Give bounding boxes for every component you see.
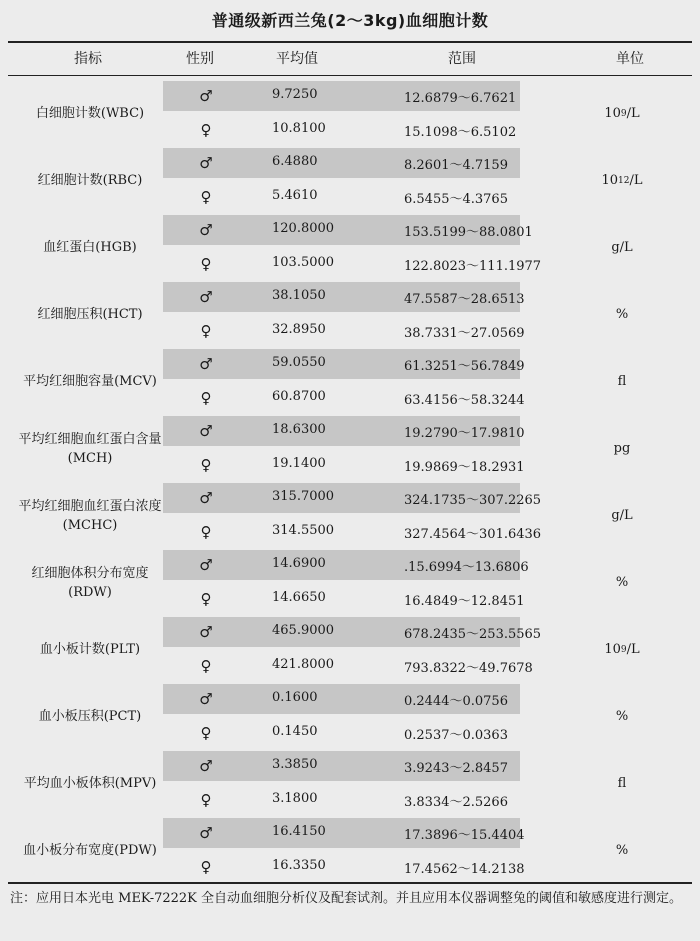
indicator-name: 血小板分布宽度(PDW): [23, 843, 157, 858]
unit-cell: [592, 281, 652, 348]
female-range: 19.9869～18.2931: [404, 460, 525, 475]
female-symbol: ♀: [200, 858, 212, 876]
unit-cell: [592, 683, 652, 750]
female-range: 6.5455～4.3765: [404, 192, 508, 207]
unit-base: pg: [613, 441, 631, 456]
male-range: 12.6879～6.7621: [404, 91, 517, 106]
unit-cell: [592, 80, 652, 147]
unit-cell: [592, 348, 652, 415]
table-bottom-rule: [8, 882, 692, 884]
male-symbol: ♂: [199, 824, 213, 842]
table-body: [0, 80, 700, 880]
male-mean: 14.6900: [272, 556, 326, 571]
female-symbol: ♀: [200, 322, 212, 340]
unit-exponent: 9: [620, 108, 627, 119]
unit-suffix: /L: [626, 642, 640, 657]
unit-base: %: [615, 709, 629, 724]
unit-cell: [592, 616, 652, 683]
male-symbol: ♂: [199, 87, 213, 105]
male-symbol: ♂: [199, 757, 213, 775]
unit-base: 10: [604, 642, 621, 657]
female-mean: 5.4610: [272, 188, 318, 203]
male-symbol: ♂: [199, 221, 213, 239]
male-symbol: ♂: [199, 355, 213, 373]
header-rule: [8, 75, 692, 76]
female-symbol: ♀: [200, 255, 212, 273]
table-row: [0, 80, 700, 147]
unit-cell: [592, 482, 652, 549]
female-symbol: ♀: [200, 188, 212, 206]
indicator-name: 平均红细胞容量(MCV): [23, 374, 157, 389]
female-mean: 14.6650: [272, 590, 326, 605]
male-symbol: ♂: [199, 422, 213, 440]
female-range: 122.8023～111.1977: [404, 259, 542, 274]
header-indicator: 指标: [74, 51, 102, 67]
indicator-name: 平均红细胞血红蛋白浓度(MCHC): [18, 498, 162, 533]
indicator-name: 血小板计数(PLT): [39, 642, 141, 657]
indicator-name: 红细胞体积分布宽度(RDW): [31, 565, 149, 600]
table-row: [0, 616, 700, 683]
unit-suffix: /L: [629, 173, 643, 188]
female-range: 16.4849～12.8451: [404, 594, 525, 609]
unit-base: 10: [601, 173, 619, 188]
female-range: 38.7331～27.0569: [404, 326, 525, 341]
unit-cell: [592, 817, 652, 884]
male-range: 0.2444～0.0756: [404, 694, 508, 709]
male-range: 61.3251～56.7849: [404, 359, 525, 374]
female-symbol: ♀: [200, 590, 212, 608]
indicator-name: 红细胞计数(RBC): [37, 173, 143, 188]
indicator-name: 平均血小板体积(MPV): [23, 776, 157, 791]
male-symbol: ♂: [199, 623, 213, 641]
female-mean: 103.5000: [272, 255, 335, 270]
male-mean: 16.4150: [272, 824, 326, 839]
unit-base: %: [615, 575, 629, 590]
female-mean: 421.8000: [272, 657, 335, 672]
unit-cell: [592, 415, 652, 482]
male-mean: 315.7000: [272, 489, 335, 504]
table-title: 普通级新西兰兔(2～3kg)血细胞计数: [211, 11, 489, 30]
unit-exponent: 9: [620, 644, 627, 655]
header-sex: 性别: [186, 51, 214, 67]
unit-cell: [592, 750, 652, 817]
header-mean: 平均值: [276, 51, 318, 67]
male-range: .15.6994～13.6806: [404, 560, 529, 575]
male-mean: 59.0550: [272, 355, 326, 370]
female-mean: 314.5500: [272, 523, 335, 538]
header-unit: 单位: [616, 51, 644, 67]
male-symbol: ♂: [199, 690, 213, 708]
table-row: [0, 549, 700, 616]
male-mean: 38.1050: [272, 288, 326, 303]
table-row: [0, 214, 700, 281]
male-range: 19.2790～17.9810: [404, 426, 525, 441]
unit-cell: [592, 549, 652, 616]
table-row: [0, 683, 700, 750]
table-row: [0, 147, 700, 214]
female-symbol: ♀: [200, 724, 212, 742]
female-symbol: ♀: [200, 657, 212, 675]
table-top-rule: [8, 41, 692, 43]
unit-base: %: [615, 307, 629, 322]
male-mean: 9.7250: [272, 87, 318, 102]
male-range: 3.9243～2.8457: [404, 761, 508, 776]
female-symbol: ♀: [200, 791, 212, 809]
male-mean: 6.4880: [272, 154, 318, 169]
unit-base: g/L: [611, 240, 633, 255]
female-mean: 0.1450: [272, 724, 318, 739]
unit-base: fl: [617, 374, 627, 389]
female-mean: 19.1400: [272, 456, 326, 471]
female-range: 15.1098～6.5102: [404, 125, 517, 140]
unit-base: fl: [617, 776, 627, 791]
female-range: 793.8322～49.7678: [404, 661, 533, 676]
male-mean: 0.1600: [272, 690, 318, 705]
indicator-name: 白细胞计数(WBC): [35, 106, 145, 121]
male-mean: 120.8000: [272, 221, 335, 236]
unit-base: 10: [604, 106, 621, 121]
female-symbol: ♀: [200, 389, 212, 407]
unit-exponent: 12: [618, 175, 630, 186]
table-row: [0, 817, 700, 884]
unit-base: %: [615, 843, 629, 858]
table-row: [0, 281, 700, 348]
female-symbol: ♀: [200, 523, 212, 541]
male-symbol: ♂: [199, 154, 213, 172]
footnote: 注：应用日本光电 MEK-7222K 全自动血细胞分析仪及配套试剂。并且应用本仪器调整兔的阈值和敏感度进行测定。: [10, 891, 683, 906]
table-row: [0, 482, 700, 549]
table-row: [0, 750, 700, 817]
female-range: 3.8334～2.5266: [404, 795, 508, 810]
male-symbol: ♂: [199, 489, 213, 507]
female-mean: 16.3350: [272, 858, 326, 873]
indicator-name: 平均红细胞血红蛋白含量(MCH): [18, 431, 162, 466]
female-mean: 10.8100: [272, 121, 326, 136]
female-range: 17.4562～14.2138: [404, 862, 525, 877]
header-range: 范围: [448, 51, 476, 67]
female-range: 327.4564～301.6436: [404, 527, 542, 542]
female-symbol: ♀: [200, 456, 212, 474]
unit-cell: [592, 214, 652, 281]
female-mean: 3.1800: [272, 791, 318, 806]
indicator-name: 红细胞压积(HCT): [37, 307, 143, 322]
male-range: 678.2435～253.5565: [404, 627, 542, 642]
female-symbol: ♀: [200, 121, 212, 139]
female-range: 0.2537～0.0363: [404, 728, 508, 743]
indicator-name: 血小板压积(PCT): [38, 709, 142, 724]
male-range: 324.1735～307.2265: [404, 493, 542, 508]
male-range: 8.2601～4.7159: [404, 158, 508, 173]
male-range: 17.3896～15.4404: [404, 828, 525, 843]
female-mean: 32.8950: [272, 322, 326, 337]
male-mean: 3.3850: [272, 757, 318, 772]
male-mean: 465.9000: [272, 623, 335, 638]
unit-cell: [592, 147, 652, 214]
unit-base: g/L: [611, 508, 633, 523]
table-row: [0, 348, 700, 415]
unit-suffix: /L: [626, 106, 640, 121]
male-range: 47.5587～28.6513: [404, 292, 525, 307]
male-mean: 18.6300: [272, 422, 326, 437]
female-range: 63.4156～58.3244: [404, 393, 525, 408]
male-range: 153.5199～88.0801: [404, 225, 533, 240]
table-row: [0, 415, 700, 482]
male-symbol: ♂: [199, 556, 213, 574]
male-symbol: ♂: [199, 288, 213, 306]
female-mean: 60.8700: [272, 389, 326, 404]
indicator-name: 血红蛋白(HGB): [43, 240, 137, 255]
